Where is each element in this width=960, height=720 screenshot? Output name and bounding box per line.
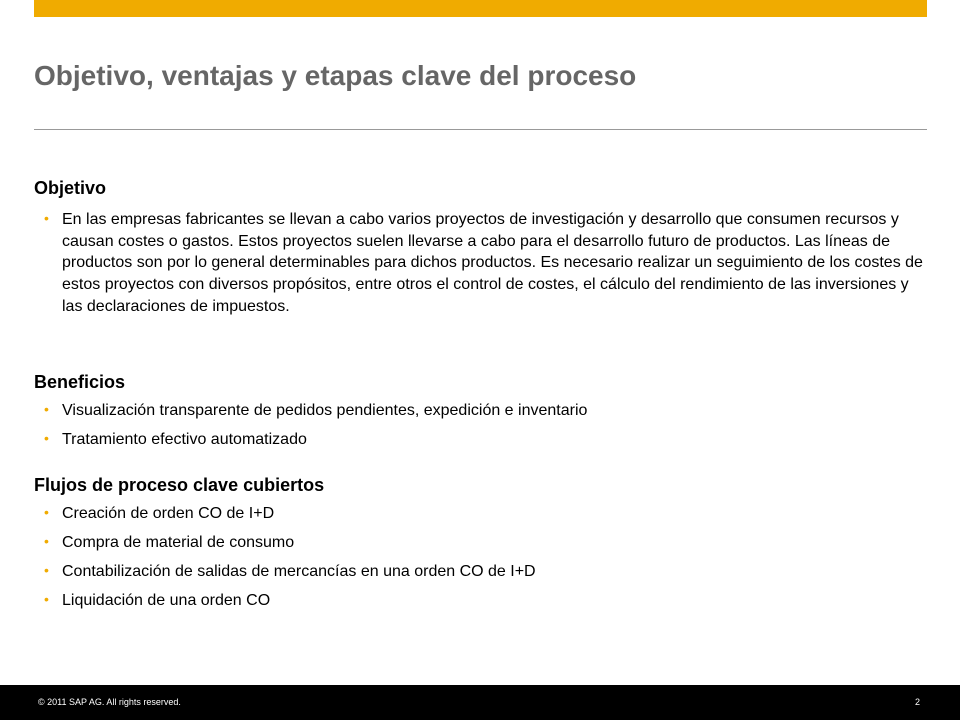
flujos-bullet-list bbox=[34, 503, 927, 619]
slide-title: Objetivo, ventajas y etapas clave del proceso bbox=[34, 60, 637, 91]
list-item bbox=[34, 561, 927, 583]
bullet-text: Tratamiento efectivo automatizado bbox=[62, 431, 307, 448]
list-item bbox=[34, 429, 927, 451]
top-accent-bar bbox=[34, 0, 927, 17]
list-item bbox=[34, 532, 927, 554]
footer-bar bbox=[0, 685, 960, 720]
beneficios-bullet-list bbox=[34, 400, 927, 458]
section-heading-objetivo: Objetivo bbox=[34, 178, 107, 198]
list-item bbox=[34, 209, 927, 318]
bullet-text: En las empresas fabricantes se llevan a cabo varios proyectos de investigación y desarrollo que consumen recursos y causan costes o gastos. Estos proyectos suelen llevarse a cabo para el desarrollo futuro de productos. Las líneas de productos son por lo general determinables para dichos productos. Es necesario realizar un seguimiento de los costes de estos proyectos con diversos propósitos, entre otros el control de costes, el cálculo del rendimiento de las inversiones y las declaraciones de impuestos. bbox=[62, 211, 923, 315]
page-number: 2 bbox=[914, 697, 920, 707]
bullet-text: Liquidación de una orden CO bbox=[62, 592, 271, 609]
list-item bbox=[34, 400, 927, 422]
bullet-icon: • bbox=[44, 562, 49, 578]
bullet-icon: • bbox=[44, 430, 49, 446]
list-item bbox=[34, 590, 927, 612]
bullet-icon: • bbox=[44, 401, 49, 417]
section-heading-flujos: Flujos de proceso clave cubiertos bbox=[34, 475, 325, 495]
bullet-icon: • bbox=[44, 210, 49, 226]
objetivo-bullet-list bbox=[34, 209, 927, 325]
bullet-text: Creación de orden CO de I+D bbox=[62, 505, 275, 522]
bullet-icon: • bbox=[44, 504, 49, 520]
title-divider bbox=[34, 129, 927, 130]
bullet-text: Contabilización de salidas de mercancías en una orden CO de I+D bbox=[62, 563, 536, 580]
bullet-icon: • bbox=[44, 533, 49, 549]
bullet-icon: • bbox=[44, 591, 49, 607]
list-item bbox=[34, 503, 927, 525]
bullet-text: Visualización transparente de pedidos pendientes, expedición e inventario bbox=[62, 402, 588, 419]
bullet-text: Compra de material de consumo bbox=[62, 534, 295, 551]
section-heading-beneficios: Beneficios bbox=[34, 372, 126, 392]
copyright-text: © 2011 SAP AG. All rights reserved. bbox=[38, 697, 181, 707]
